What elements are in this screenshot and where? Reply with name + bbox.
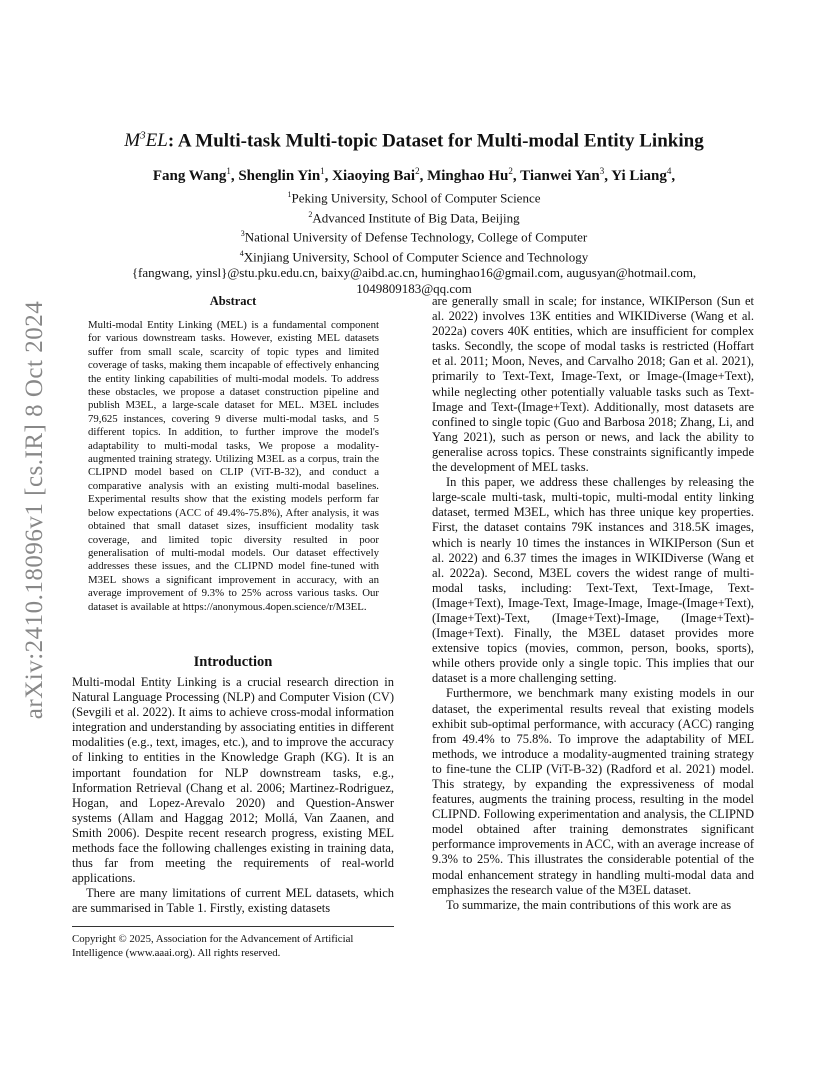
author-name: Xiaoying Bai [332,168,416,184]
affiliations [60,187,768,298]
paragraph: are generally small in scale; for instance, WIKIPerson (Sun et al. 2022) involves 13K entities and WIKIDiverse (Wang et al. 2022a) covers 40K entities, which are insufficient for complex tasks. Secondly, the scope of modal tasks is restricted (Hoffart et al. 2011; Moon, Neves, and Carvalho 2018; Gan et al. 2021), primarily to Text-Text, Image-Text, or Image-(Image+Text), while neglecting other potentially valuable tasks such as Text-Image and Text-(Image+Text). Additionally, most datasets are confined to single topic (Guo and Barbosa 2018; Zhang, Li, and Yang 2021), such as person or news, and lack the ability to generalise across topics. These constraints significantly impede the development of MEL tasks. [432,294,754,475]
paragraph: To summarize, the main contributions of this work are as [446,897,732,912]
paragraph: In this paper, we address these challenges by releasing the large-scale multi-task, multi-topic, multi-modal entity linking dataset, termed M3EL, which has three unique key properties. First, the dataset contains 79K instances and 318.5K images, which is nearly 10 times the instances in WIKIPerson (Sun et al. 2022) and 6.37 times the images in WIKIDiverse (Wang et al. 2022a). Second, M3EL covers the widest range of multi-modal tasks, including: Text-Text, Text-Image, Text-(Image+Text), Image-Text, Image-Image, Image-(Image+Text), (Image+Text)-Text, (Image+Text)-Image, (Image+Text)-(Image+Text). Finally, the M3EL dataset provides more extensive topics (movies, common, person, books, sports), while others provide only a single topic. This implies that our dataset is a more challenging setting. [432,475,754,686]
paragraph: There are many limitations of current MEL datasets, which are summarised in Table 1. Firstly, existing datasets [72,886,394,916]
abstract-heading: Abstract [209,294,257,308]
arxiv-id-text: arXiv:2410.18096v1 [cs.IR] 8 Oct 2024 [21,300,49,720]
email-line: 1049809183@qq.com [356,281,472,297]
title-text: : A Multi-task Multi-topic Dataset for Multi-modal Entity Linking [167,130,704,152]
right-column-body [432,294,754,913]
title-m3el: $M^3EL$ [124,130,168,152]
introduction-body [72,675,394,917]
affiliation-line: $^4$Xinjiang University, School of Computer Science and Technology [239,248,589,264]
author-name: Fang Wang [152,168,227,184]
affiliation-line: $^1$Peking University, School of Computer Science [287,190,541,206]
author-name: Shenglin Yin [238,168,321,184]
affiliation-line: $^3$National University of Defense Technology, College of Computer [240,229,588,245]
arxiv-identifier-stamp [10,300,60,720]
author-name: Tianwei Yan [520,168,600,184]
introduction-heading: Introduction [193,654,273,670]
author-name: Yi Liang [611,168,667,184]
author-list: Fang Wang$^1$, Shenglin Yin$^1$, Xiaoying Bai$^2$, Minghao Hu$^2$, Tianwei Yan$^3$, Yi Liang$^4$, [152,166,676,184]
author-name: Minghao Hu [427,168,509,184]
paragraph: Furthermore, we benchmark many existing models in our dataset, the experimental results reveal that existing models exhibit sub-optimal performance, with accuracy (ACC) ranging from 49.4% to 75.8%. To improve the adaptability of MEL methods, we introduce a modality-augmented training strategy to fine-tune the CLIP (ViT-B-32) (Radford et al. 2021) model. This strategy, by expanding the expressiveness of modal features, augments the training process, resulting in the model CLIPND. Following experimentation and analysis, the CLIPND model obtained after training demonstrates significant performance improvements in ACC, with an average increase of 9.3% to 25%. This illustrates the considerable potential of the modal enhancement strategy in handling multi-modal data and emphasizes the research value of the M3EL dataset. [432,686,754,897]
paragraph: Multi-modal Entity Linking is a crucial research direction in Natural Language Processing (NLP) and Computer Vision (CV) (Sevgili et al. 2022). It aims to achieve cross-modal information integration and understanding by associating entities in different modalities (e.g., text, images, etc.), and to improve the accuracy of linking to entities in the Knowledge Graph (KG). It is an important foundation for NLP downstream tasks, e.g., Information Retrieval (Chang et al. 2006; Martinez-Rodriguez, Hogan, and Lopez-Arevalo 2020) and Question-Answer systems (Allam and Haggag 2012; Mollá, Van Zaanen, and Smith 2006). Despite recent research progress, existing MEL methods face the following challenges existing in training data, thus far from meeting the requirements of real-world applications. [72,675,394,886]
email-line: {fangwang, yinsl}@stu.pku.edu.cn, baixy@aibd.ac.cn, huminghao16@gmail.com, augusyan@hotmail.com, [131,265,697,281]
copyright-footnote: Copyright © 2025, Association for the Advancement of Artificial Intelligence (www.aaai.org). All rights reserved. [72,926,394,961]
paper-title [60,130,768,152]
affiliation-line: $^2$Advanced Institute of Big Data, Beijing [308,209,520,225]
abstract-text: Multi-modal Entity Linking (MEL) is a fundamental component for various downstream tasks. However, existing MEL datasets suffer from small scale, scarcity of topic types and limited coverage of tasks, making them incapable of effectively enhancing the entity linking capabilities of multi-modal models. To address these obstacles, we propose a dataset construction pipeline and publish M3EL, a large-scale dataset for MEL. M3EL includes 79,625 instances, covering 9 diverse multi-modal tasks, and 5 different topics. In addition, to further improve the model's adaptability to multi-modal tasks, We propose a modality-augmented training strategy. Utilizing M3EL as a corpus, train the CLIPND model based on CLIP (ViT-B-32), and conduct a comparative analysis with an existing multi-modal baselines. Experimental results show that the existing models perform far below expectations (ACC of 49.4%-75.8%), After analysis, it was obtained that small dataset sizes, insufficient modality task coverage, and limited topic diversity resulted in poor generalisation of multi-modal models. Our dataset effectively addresses these issues, and the CLIPND model fine-tuned with M3EL shows a significant improvement in accuracy, with an average improvement of 9.3% to 25% across various tasks. Our dataset is available at https://anonymous.4open.science/r/M3EL. [88,319,379,613]
